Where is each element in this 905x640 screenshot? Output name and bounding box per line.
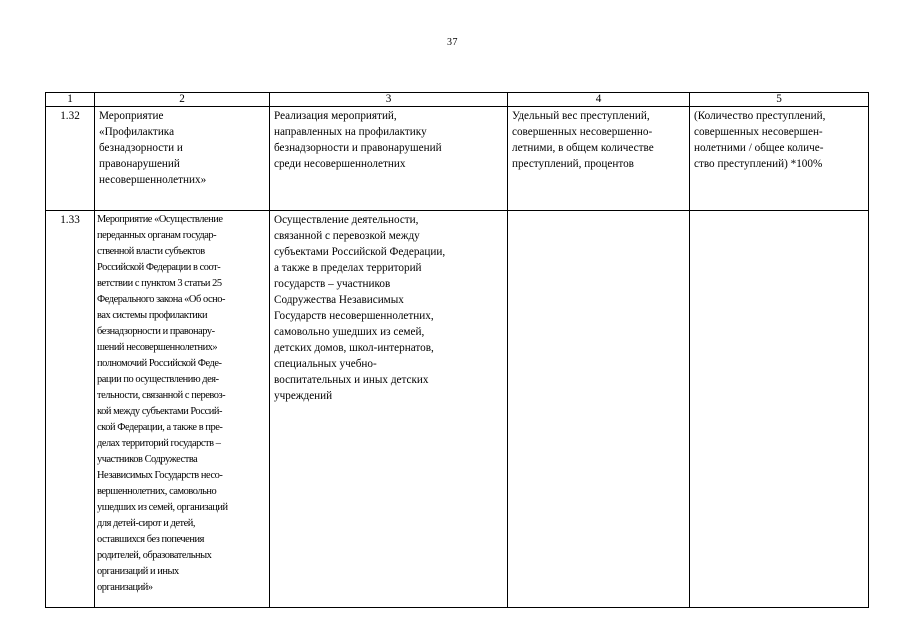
column-header-1: 1 bbox=[46, 93, 95, 107]
column-header-5: 5 bbox=[690, 93, 869, 107]
column-header-4: 4 bbox=[508, 93, 690, 107]
document-table bbox=[45, 92, 869, 608]
page-number: 37 bbox=[447, 37, 458, 48]
column-header-2: 2 bbox=[95, 93, 270, 107]
row-number: 1.32 bbox=[46, 107, 95, 211]
indicator-formula: (Количество преступлений, совершенных несовершен- нолетними / общее количе- ство преступлений) *100% bbox=[690, 107, 869, 211]
table-row bbox=[46, 107, 869, 211]
event-description: Осуществление деятельности, связанной с перевозкой между субъектами Российской Федерации, а также в пределах территорий государств – участников Содружества Независимых Государств несовершеннолетних, самовольно ушедших из семей, детских домов, школ-интернатов, специальных учебно- воспитательных и иных детских учреждений bbox=[270, 211, 508, 608]
event-name: Мероприятие «Осуществление переданных органам государ- ственной власти субъектов Российской Федерации в соот- ветствии с пунктом 3 статьи 25 Федерального закона «Об осно- вах системы профилактики безнадзорности и правонару- шений несовершеннолетних» полномочий Российской Феде- рации по осуществлению дея- тельности, связанной с перевоз- кой между субъектами Россий- ской Федерации, а также в пре- делах территорий государств – участников Содружества Независимых Государств несо- вершеннолетних, самовольно ушедших из семей, организаций для детей-сирот и детей, оставшихся без попечения родителей, образовательных организаций и иных организаций» bbox=[95, 211, 270, 608]
event-name: Мероприятие «Профилактика безнадзорности и правонарушений несовершеннолетних» bbox=[95, 107, 270, 211]
column-header-3: 3 bbox=[270, 93, 508, 107]
table-row bbox=[46, 211, 869, 608]
row-number: 1.33 bbox=[46, 211, 95, 608]
indicator-name: Удельный вес преступлений, совершенных несовершенно- летними, в общем количестве преступлений, процентов bbox=[508, 107, 690, 211]
table-header-row bbox=[46, 93, 869, 107]
indicator-formula bbox=[690, 211, 869, 608]
event-description: Реализация мероприятий, направленных на профилактику безнадзорности и правонарушений среди несовершеннолетних bbox=[270, 107, 508, 211]
indicator-name bbox=[508, 211, 690, 608]
